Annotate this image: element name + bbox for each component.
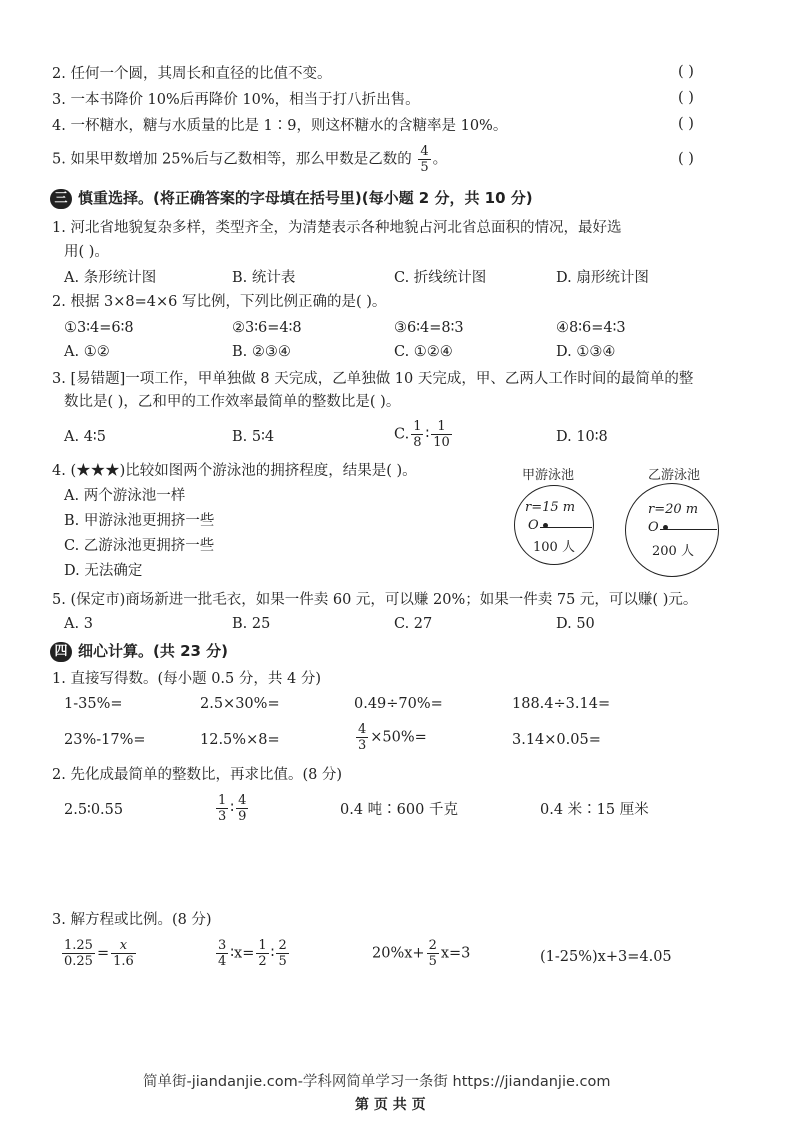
s3-q4-opt-d[interactable]: D. 无法确定 — [64, 563, 143, 579]
judge-q5-text: 5. 如果甲数增加 25%后与乙数相等，那么甲数是乙数的 — [52, 151, 412, 168]
pool-b-center: O — [648, 520, 668, 535]
pool-b-people: 200 人 — [652, 544, 694, 559]
ratio-item: 2.5∶0.55 — [64, 802, 124, 818]
answer-paren[interactable]: ( ) — [678, 90, 694, 106]
s3-q4: 4. (★★★)比较如图两个游泳池的拥挤程度，结果是( )。 — [52, 463, 417, 479]
section-3-title: 慎重选择。(将正确答案的字母填在括号里)(每小题 2 分，共 10 分) — [78, 189, 533, 207]
judge-q5: 5. 如果甲数增加 25%后与乙数相等，那么甲数是乙数的 $\frac{4}{5}$ 。 — [52, 144, 448, 175]
equation-4: (1-25%)x+3=4.05 — [540, 949, 672, 965]
pool-b-radius-line — [660, 529, 717, 530]
s4-p3: 3. 解方程或比例。(8 分) — [52, 912, 212, 928]
section-4-heading — [50, 640, 228, 662]
s3-q3-opt-b[interactable]: B. 5∶4 — [232, 429, 275, 445]
s3-q3-opt-c[interactable]: C. $\frac{1}{8}$ ∶ $\frac{1}{10}$ — [394, 419, 450, 450]
s3-q1-opt-a[interactable]: A. 条形统计图 — [64, 270, 157, 286]
s4-p2: 2. 先化成最简单的整数比，再求比值。(8 分) — [52, 767, 343, 783]
s3-q2-prop-1: ①3∶4=6∶8 — [64, 320, 134, 336]
fraction: $\frac{4}{9}$ — [238, 793, 247, 824]
pool-a-center: O — [528, 518, 548, 533]
fraction: $\frac{1}{10}$ — [433, 419, 450, 450]
page-number: 第 页 共 页 — [355, 1097, 426, 1113]
section-4-title: 细心计算。(共 23 分) — [78, 642, 229, 660]
s3-q5-opt-c[interactable]: C. 27 — [394, 616, 433, 632]
center-dot — [663, 525, 668, 530]
ratio-item: $\frac{1}{3}$ ∶ $\frac{4}{9}$ — [218, 793, 247, 824]
s3-q3-opt-d[interactable]: D. 10∶8 — [556, 429, 608, 445]
s3-q5: 5. (保定市)商场新进一批毛衣，如果一件卖 60 元，可以赚 20%；如果一件卖 75 元，可以赚( )元。 — [52, 592, 698, 608]
s3-q2-opt-b[interactable]: B. ②③④ — [232, 344, 291, 360]
ratio-item: 0.4 米∶15 厘米 — [540, 802, 649, 818]
calc-item: 2.5×30%= — [200, 696, 280, 712]
s3-q5-opt-b[interactable]: B. 25 — [232, 616, 271, 632]
s3-q4-opt-c[interactable]: C. 乙游泳池更拥挤一些 — [64, 538, 215, 554]
ratio-item: 0.4 吨∶600 千克 — [340, 802, 458, 818]
calc-item: $\frac{4}{3}$ ×50%= — [358, 722, 427, 753]
s3-q1-opt-d[interactable]: D. 扇形统计图 — [556, 270, 649, 286]
pool-b-radius: r=20 m — [648, 502, 699, 517]
s4-p1: 1. 直接写得数。(每小题 0.5 分，共 4 分) — [52, 671, 321, 687]
calc-item: 1-35%= — [64, 696, 123, 712]
s3-q2: 2. 根据 3×8=4×6 写比例，下列比例正确的是( )。 — [52, 294, 387, 310]
s3-q3-opt-a[interactable]: A. 4∶5 — [64, 429, 106, 445]
pool-a-label: 甲游泳池 — [522, 468, 575, 483]
s3-q3-line1: 3. [易错题]一项工作，甲单独做 8 天完成，乙单独做 10 天完成，甲、乙两人工作时间的最简单的整 — [52, 371, 694, 387]
pool-a-people: 100 人 — [533, 540, 575, 555]
section-number-badge: 三 — [50, 189, 72, 209]
section-number-badge: 四 — [50, 642, 72, 662]
judge-q4: 4. 一杯糖水，糖与水质量的比是 1∶9，则这杯糖水的含糖率是 10%。 — [52, 118, 508, 134]
calc-item: 12.5%×8= — [200, 732, 280, 748]
s3-q5-opt-d[interactable]: D. 50 — [556, 616, 595, 632]
s3-q2-prop-4: ④8∶6=4∶3 — [556, 320, 626, 336]
equation-2: $\frac{3}{4}$ ∶x= $\frac{1}{2}$ ∶ $\frac{2}{5}$ — [218, 938, 287, 969]
answer-paren[interactable]: ( ) — [678, 116, 694, 132]
s3-q2-opt-d[interactable]: D. ①③④ — [556, 344, 616, 360]
fraction: $\frac{1.25}{0.25}$ — [64, 938, 93, 969]
footer-source: 简单街-jiandanjie.com-学科网简单学习一条街 https://jiandanjie.com — [143, 1074, 611, 1090]
fraction: $\frac{x}{1.6}$ — [113, 938, 134, 969]
s3-q5-opt-a[interactable]: A. 3 — [64, 616, 93, 632]
fraction: $\frac{4}{3}$ — [358, 722, 367, 753]
pool-b-label: 乙游泳池 — [648, 468, 701, 483]
calc-item: 23%-17%= — [64, 732, 146, 748]
answer-paren[interactable]: ( ) — [678, 64, 694, 80]
s3-q2-opt-c[interactable]: C. ①②④ — [394, 344, 453, 360]
fraction: $\frac{4}{5}$ — [420, 144, 429, 175]
fraction: $\frac{1}{2}$ — [258, 938, 267, 969]
pool-a-radius: r=15 m — [525, 500, 576, 515]
calc-item: 3.14×0.05= — [512, 732, 601, 748]
fraction: $\frac{3}{4}$ — [218, 938, 227, 969]
equation-1: $\frac{1.25}{0.25}$ = $\frac{x}{1.6}$ — [64, 938, 134, 969]
s3-q2-opt-a[interactable]: A. ①② — [64, 344, 110, 360]
judge-q3: 3. 一本书降价 10%后再降价 10%，相当于打八折出售。 — [52, 92, 420, 108]
calc-item: 188.4÷3.14= — [512, 696, 611, 712]
fraction: $\frac{1}{8}$ — [413, 419, 422, 450]
s3-q2-prop-2: ②3∶6=4∶8 — [232, 320, 302, 336]
fraction: $\frac{2}{5}$ — [428, 938, 437, 969]
fraction: $\frac{1}{3}$ — [218, 793, 227, 824]
fraction: $\frac{2}{5}$ — [278, 938, 287, 969]
s3-q1-opt-b[interactable]: B. 统计表 — [232, 270, 296, 286]
equation-3: 20%x+ $\frac{2}{5}$ x=3 — [372, 938, 471, 969]
pool-b-circle — [625, 483, 719, 577]
s3-q4-opt-a[interactable]: A. 两个游泳池一样 — [64, 488, 186, 504]
center-dot — [543, 523, 548, 528]
section-3-heading — [50, 187, 533, 209]
s3-q1-line2: 用( )。 — [64, 244, 109, 260]
answer-paren[interactable]: ( ) — [678, 151, 694, 167]
judge-q2: 2. 任何一个圆，其周长和直径的比值不变。 — [52, 66, 332, 82]
s3-q4-opt-b[interactable]: B. 甲游泳池更拥挤一些 — [64, 513, 215, 529]
calc-item: 0.49÷70%= — [354, 696, 443, 712]
s3-q1-line1: 1. 河北省地貌复杂多样，类型齐全，为清楚表示各种地貌占河北省总面积的情况，最好选 — [52, 220, 622, 236]
s3-q1-opt-c[interactable]: C. 折线统计图 — [394, 270, 487, 286]
s3-q3-line2: 数比是( )，乙和甲的工作效率最简单的整数比是( )。 — [64, 394, 401, 410]
s3-q2-prop-3: ③6∶4=8∶3 — [394, 320, 464, 336]
